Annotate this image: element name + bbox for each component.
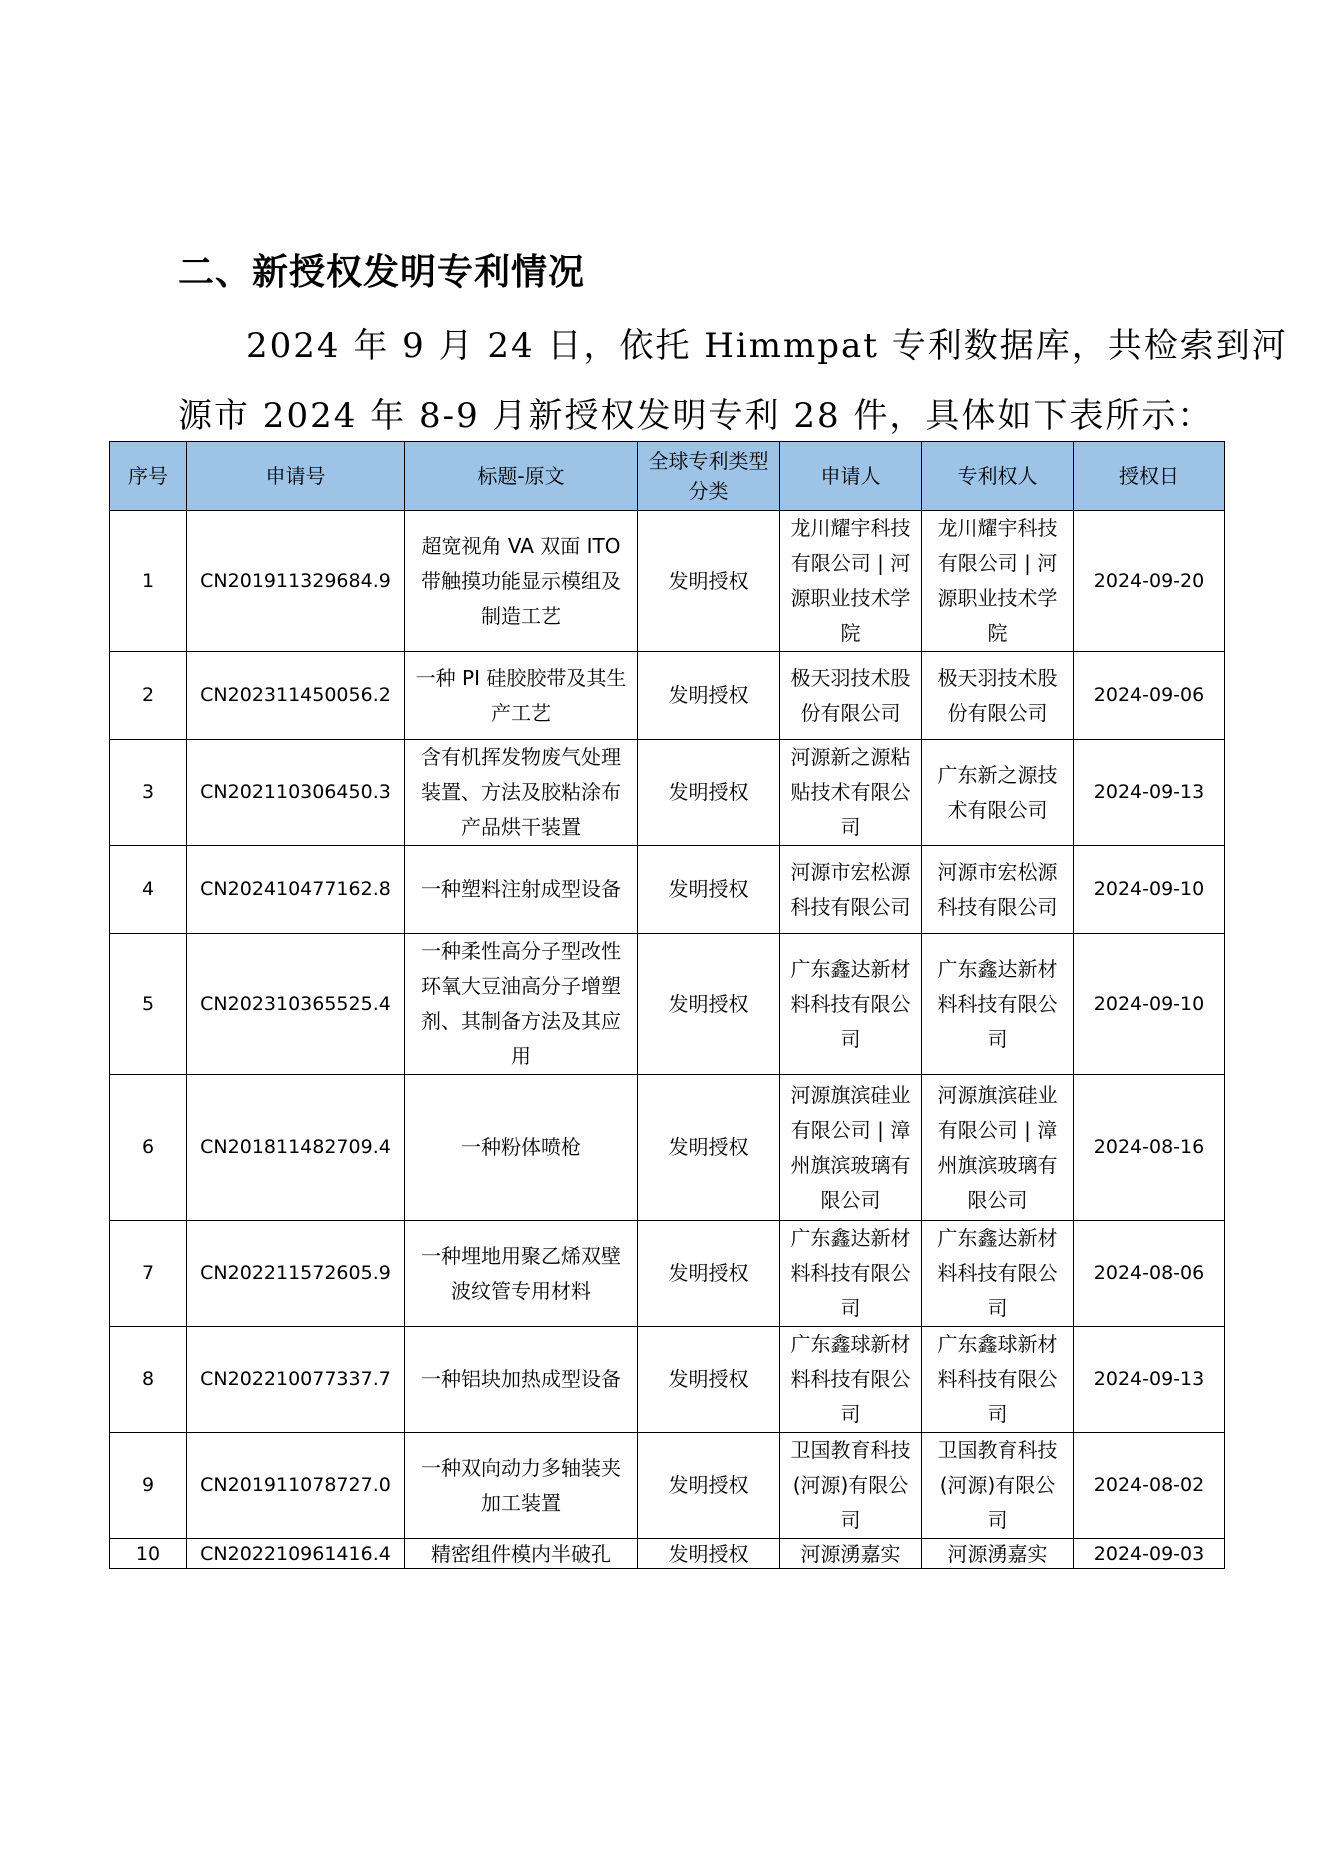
table-row xyxy=(110,1221,1225,1327)
row-title: 一种埋地用聚乙烯双壁波纹管专用材料 xyxy=(405,1221,638,1327)
intro-line-1: 2024 年 9 月 24 日，依托 Himmpat 专利数据库，共检索到河 xyxy=(246,326,1288,366)
row-title: 一种双向动力多轴装夹加工装置 xyxy=(405,1433,638,1539)
row-owner: 河源旗滨硅业有限公司 | 漳州旗滨玻璃有限公司 xyxy=(922,1075,1074,1221)
row-applicant: 极天羽技术股份有限公司 xyxy=(780,652,922,740)
row-grant-date: 2024-09-13 xyxy=(1074,740,1225,846)
table-row xyxy=(110,740,1225,846)
row-grant-date: 2024-09-10 xyxy=(1074,846,1225,934)
row-title: 一种铝块加热成型设备 xyxy=(405,1327,638,1433)
row-applicant: 广东鑫达新材料科技有限公司 xyxy=(780,1221,922,1327)
row-owner: 广东鑫达新材料科技有限公司 xyxy=(922,1221,1074,1327)
row-owner: 广东鑫球新材料科技有限公司 xyxy=(922,1327,1074,1433)
row-applicant: 河源湧嘉实 xyxy=(780,1539,922,1569)
row-applicant: 河源新之源粘贴技术有限公司 xyxy=(780,740,922,846)
table-row xyxy=(110,1539,1225,1569)
row-type: 发明授权 xyxy=(638,1221,780,1327)
row-index: 8 xyxy=(110,1327,187,1433)
row-title: 一种粉体喷枪 xyxy=(405,1075,638,1221)
row-owner: 广东新之源技术有限公司 xyxy=(922,740,1074,846)
row-application-number: CN201911078727.0 xyxy=(187,1433,405,1539)
row-owner: 广东鑫达新材料科技有限公司 xyxy=(922,934,1074,1075)
header-cell-index: 序号 xyxy=(110,442,187,511)
row-type: 发明授权 xyxy=(638,652,780,740)
row-title: 精密组件模内半破孔 xyxy=(405,1539,638,1569)
row-applicant: 河源旗滨硅业有限公司 | 漳州旗滨玻璃有限公司 xyxy=(780,1075,922,1221)
row-application-number: CN201911329684.9 xyxy=(187,511,405,652)
row-index: 7 xyxy=(110,1221,187,1327)
row-grant-date: 2024-09-20 xyxy=(1074,511,1225,652)
table-row xyxy=(110,934,1225,1075)
row-type: 发明授权 xyxy=(638,1433,780,1539)
row-application-number: CN202310365525.4 xyxy=(187,934,405,1075)
row-owner: 龙川耀宇科技有限公司 | 河源职业技术学院 xyxy=(922,511,1074,652)
table-body xyxy=(110,511,1225,1569)
row-title: 超宽视角 VA 双面 ITO 带触摸功能显示模组及制造工艺 xyxy=(405,511,638,652)
table-row xyxy=(110,1327,1225,1433)
table-row xyxy=(110,846,1225,934)
row-index: 4 xyxy=(110,846,187,934)
row-title: 一种塑料注射成型设备 xyxy=(405,846,638,934)
row-application-number: CN202110306450.3 xyxy=(187,740,405,846)
row-type: 发明授权 xyxy=(638,934,780,1075)
row-type: 发明授权 xyxy=(638,846,780,934)
row-index: 6 xyxy=(110,1075,187,1221)
table-row xyxy=(110,652,1225,740)
row-owner: 河源湧嘉实 xyxy=(922,1539,1074,1569)
table-header-row xyxy=(110,442,1225,511)
row-index: 5 xyxy=(110,934,187,1075)
header-cell-applicant: 申请人 xyxy=(780,442,922,511)
row-type: 发明授权 xyxy=(638,1539,780,1569)
row-application-number: CN202210077337.7 xyxy=(187,1327,405,1433)
row-type: 发明授权 xyxy=(638,511,780,652)
patent-table xyxy=(109,441,1225,1569)
header-cell-owner: 专利权人 xyxy=(922,442,1074,511)
row-application-number: CN202211572605.9 xyxy=(187,1221,405,1327)
row-type: 发明授权 xyxy=(638,1327,780,1433)
row-applicant: 广东鑫球新材料科技有限公司 xyxy=(780,1327,922,1433)
header-cell-title: 标题-原文 xyxy=(405,442,638,511)
header-cell-grant-date: 授权日 xyxy=(1074,442,1225,511)
intro-line-2: 源市 2024 年 8-9 月新授权发明专利 28 件，具体如下表所示： xyxy=(178,396,1214,436)
row-index: 1 xyxy=(110,511,187,652)
row-applicant: 广东鑫达新材料科技有限公司 xyxy=(780,934,922,1075)
section-heading: 二、新授权发明专利情况 xyxy=(178,252,586,293)
row-application-number: CN201811482709.4 xyxy=(187,1075,405,1221)
row-owner: 极天羽技术股份有限公司 xyxy=(922,652,1074,740)
row-application-number: CN202311450056.2 xyxy=(187,652,405,740)
row-title: 含有机挥发物废气处理装置、方法及胶粘涂布产品烘干装置 xyxy=(405,740,638,846)
table-row xyxy=(110,1075,1225,1221)
row-index: 2 xyxy=(110,652,187,740)
table-row xyxy=(110,1433,1225,1539)
row-applicant: 河源市宏松源科技有限公司 xyxy=(780,846,922,934)
row-owner: 河源市宏松源科技有限公司 xyxy=(922,846,1074,934)
row-index: 3 xyxy=(110,740,187,846)
row-grant-date: 2024-09-03 xyxy=(1074,1539,1225,1569)
row-index: 10 xyxy=(110,1539,187,1569)
row-grant-date: 2024-09-10 xyxy=(1074,934,1225,1075)
row-grant-date: 2024-09-06 xyxy=(1074,652,1225,740)
row-applicant: 卫国教育科技(河源)有限公司 xyxy=(780,1433,922,1539)
row-application-number: CN202410477162.8 xyxy=(187,846,405,934)
row-title: 一种柔性高分子型改性环氧大豆油高分子增塑剂、其制备方法及其应用 xyxy=(405,934,638,1075)
row-title: 一种 PI 硅胶胶带及其生产工艺 xyxy=(405,652,638,740)
table-row xyxy=(110,511,1225,652)
row-applicant: 龙川耀宇科技有限公司 | 河源职业技术学院 xyxy=(780,511,922,652)
row-owner: 卫国教育科技(河源)有限公司 xyxy=(922,1433,1074,1539)
row-type: 发明授权 xyxy=(638,740,780,846)
row-grant-date: 2024-08-06 xyxy=(1074,1221,1225,1327)
row-grant-date: 2024-08-02 xyxy=(1074,1433,1225,1539)
header-cell-type: 全球专利类型分类 xyxy=(638,442,780,511)
header-cell-application-number: 申请号 xyxy=(187,442,405,511)
row-index: 9 xyxy=(110,1433,187,1539)
row-grant-date: 2024-08-16 xyxy=(1074,1075,1225,1221)
row-grant-date: 2024-09-13 xyxy=(1074,1327,1225,1433)
row-type: 发明授权 xyxy=(638,1075,780,1221)
row-application-number: CN202210961416.4 xyxy=(187,1539,405,1569)
